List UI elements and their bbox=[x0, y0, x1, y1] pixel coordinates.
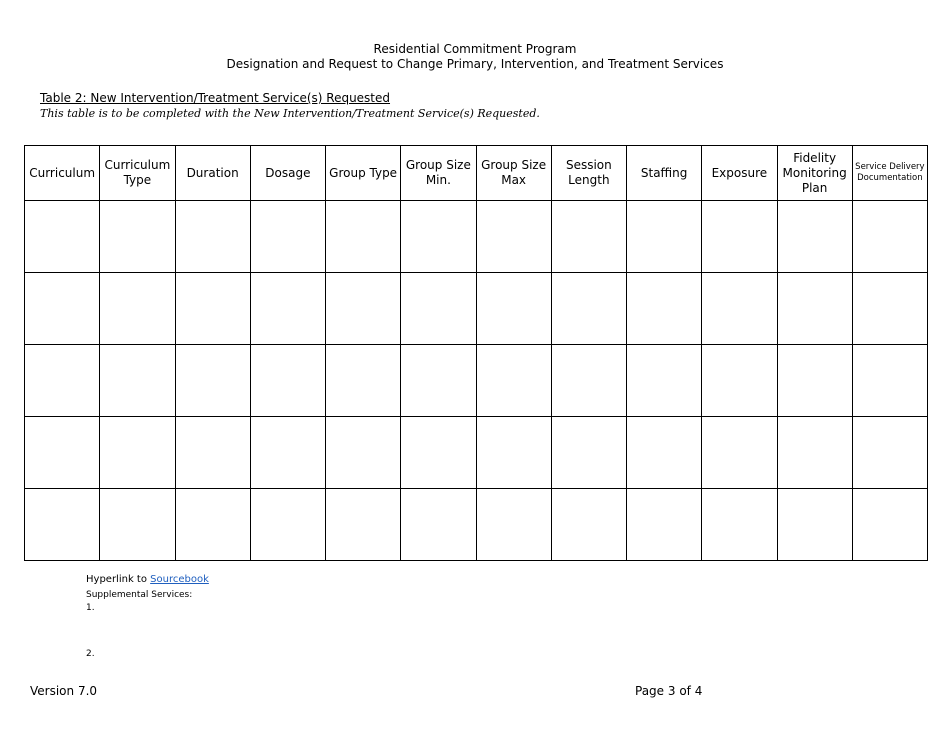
table-cell[interactable] bbox=[702, 201, 777, 273]
table-cell[interactable] bbox=[551, 273, 626, 345]
supplemental-services-label: Supplemental Services: bbox=[86, 590, 193, 600]
table-row bbox=[25, 489, 928, 561]
col-curriculum-type: Curriculum Type bbox=[100, 146, 175, 201]
table-cell[interactable] bbox=[852, 201, 927, 273]
document-subtitle: Designation and Request to Change Primary, Intervention, and Treatment Services bbox=[226, 57, 724, 71]
table-cell[interactable] bbox=[250, 417, 325, 489]
table-cell[interactable] bbox=[100, 273, 175, 345]
table-cell[interactable] bbox=[702, 417, 777, 489]
version-label: Version 7.0 bbox=[30, 684, 98, 698]
table-caption: Table 2: New Intervention/Treatment Service(s) Requested bbox=[40, 91, 391, 105]
table-row bbox=[25, 273, 928, 345]
table-cell[interactable] bbox=[25, 345, 100, 417]
col-dosage: Dosage bbox=[250, 146, 325, 201]
table-cell[interactable] bbox=[401, 489, 476, 561]
table-cell[interactable] bbox=[627, 345, 702, 417]
table-cell[interactable] bbox=[25, 273, 100, 345]
table-cell[interactable] bbox=[100, 201, 175, 273]
table-cell[interactable] bbox=[777, 345, 852, 417]
col-fidelity-monitoring-plan: Fidelity Monitoring Plan bbox=[777, 146, 852, 201]
col-group-size-min: Group Size Min. bbox=[401, 146, 476, 201]
col-session-length: Session Length bbox=[551, 146, 626, 201]
table-cell[interactable] bbox=[702, 489, 777, 561]
table-cell[interactable] bbox=[476, 489, 551, 561]
table-cell[interactable] bbox=[852, 273, 927, 345]
table-cell[interactable] bbox=[401, 273, 476, 345]
table-cell[interactable] bbox=[852, 345, 927, 417]
table-cell[interactable] bbox=[100, 489, 175, 561]
col-service-delivery-documentation: Service Delivery Documentation bbox=[852, 146, 927, 201]
page-number: Page 3 of 4 bbox=[635, 684, 703, 698]
table-cell[interactable] bbox=[100, 417, 175, 489]
document-title: Residential Commitment Program bbox=[373, 42, 577, 56]
table-cell[interactable] bbox=[25, 489, 100, 561]
col-exposure: Exposure bbox=[702, 146, 777, 201]
table-cell[interactable] bbox=[476, 345, 551, 417]
table-cell[interactable] bbox=[627, 489, 702, 561]
table-cell[interactable] bbox=[175, 273, 250, 345]
table-instructions: This table is to be completed with the New Intervention/Treatment Service(s) Requested. bbox=[40, 107, 540, 120]
table-cell[interactable] bbox=[476, 417, 551, 489]
table-cell[interactable] bbox=[250, 273, 325, 345]
table-cell[interactable] bbox=[401, 201, 476, 273]
col-group-type: Group Type bbox=[326, 146, 401, 201]
table-cell[interactable] bbox=[326, 345, 401, 417]
table-cell[interactable] bbox=[627, 201, 702, 273]
supplemental-item-2: 2. bbox=[86, 649, 95, 659]
table-cell[interactable] bbox=[627, 417, 702, 489]
table-cell[interactable] bbox=[250, 201, 325, 273]
sourcebook-link[interactable]: Sourcebook bbox=[150, 574, 209, 585]
table-row bbox=[25, 417, 928, 489]
table-cell[interactable] bbox=[250, 489, 325, 561]
table-cell[interactable] bbox=[777, 273, 852, 345]
table-cell[interactable] bbox=[250, 345, 325, 417]
table-cell[interactable] bbox=[777, 417, 852, 489]
table-cell[interactable] bbox=[175, 345, 250, 417]
table-cell[interactable] bbox=[551, 345, 626, 417]
col-staffing: Staffing bbox=[627, 146, 702, 201]
table-cell[interactable] bbox=[175, 417, 250, 489]
table-cell[interactable] bbox=[702, 345, 777, 417]
table-cell[interactable] bbox=[627, 273, 702, 345]
table-cell[interactable] bbox=[702, 273, 777, 345]
table-row bbox=[25, 345, 928, 417]
services-table bbox=[24, 145, 928, 561]
table-cell[interactable] bbox=[551, 417, 626, 489]
table-cell[interactable] bbox=[551, 489, 626, 561]
table-cell[interactable] bbox=[326, 489, 401, 561]
table-cell[interactable] bbox=[777, 201, 852, 273]
table-cell[interactable] bbox=[175, 489, 250, 561]
table-cell[interactable] bbox=[326, 417, 401, 489]
table-cell[interactable] bbox=[100, 345, 175, 417]
table-cell[interactable] bbox=[476, 273, 551, 345]
table-cell[interactable] bbox=[326, 201, 401, 273]
table-cell[interactable] bbox=[777, 489, 852, 561]
table-cell[interactable] bbox=[852, 417, 927, 489]
supplemental-item-1: 1. bbox=[86, 603, 95, 613]
table-row bbox=[25, 201, 928, 273]
table-cell[interactable] bbox=[551, 201, 626, 273]
table-cell[interactable] bbox=[25, 417, 100, 489]
table-cell[interactable] bbox=[326, 273, 401, 345]
sourcebook-line bbox=[86, 574, 209, 585]
table-cell[interactable] bbox=[401, 345, 476, 417]
table-cell[interactable] bbox=[476, 201, 551, 273]
table-header-row bbox=[25, 146, 928, 201]
col-curriculum: Curriculum bbox=[25, 146, 100, 201]
hyperlink-prefix: Hyperlink to bbox=[86, 574, 147, 585]
col-duration: Duration bbox=[175, 146, 250, 201]
table-cell[interactable] bbox=[852, 489, 927, 561]
table-cell[interactable] bbox=[401, 417, 476, 489]
col-group-size-max: Group Size Max bbox=[476, 146, 551, 201]
table-cell[interactable] bbox=[175, 201, 250, 273]
table-cell[interactable] bbox=[25, 201, 100, 273]
